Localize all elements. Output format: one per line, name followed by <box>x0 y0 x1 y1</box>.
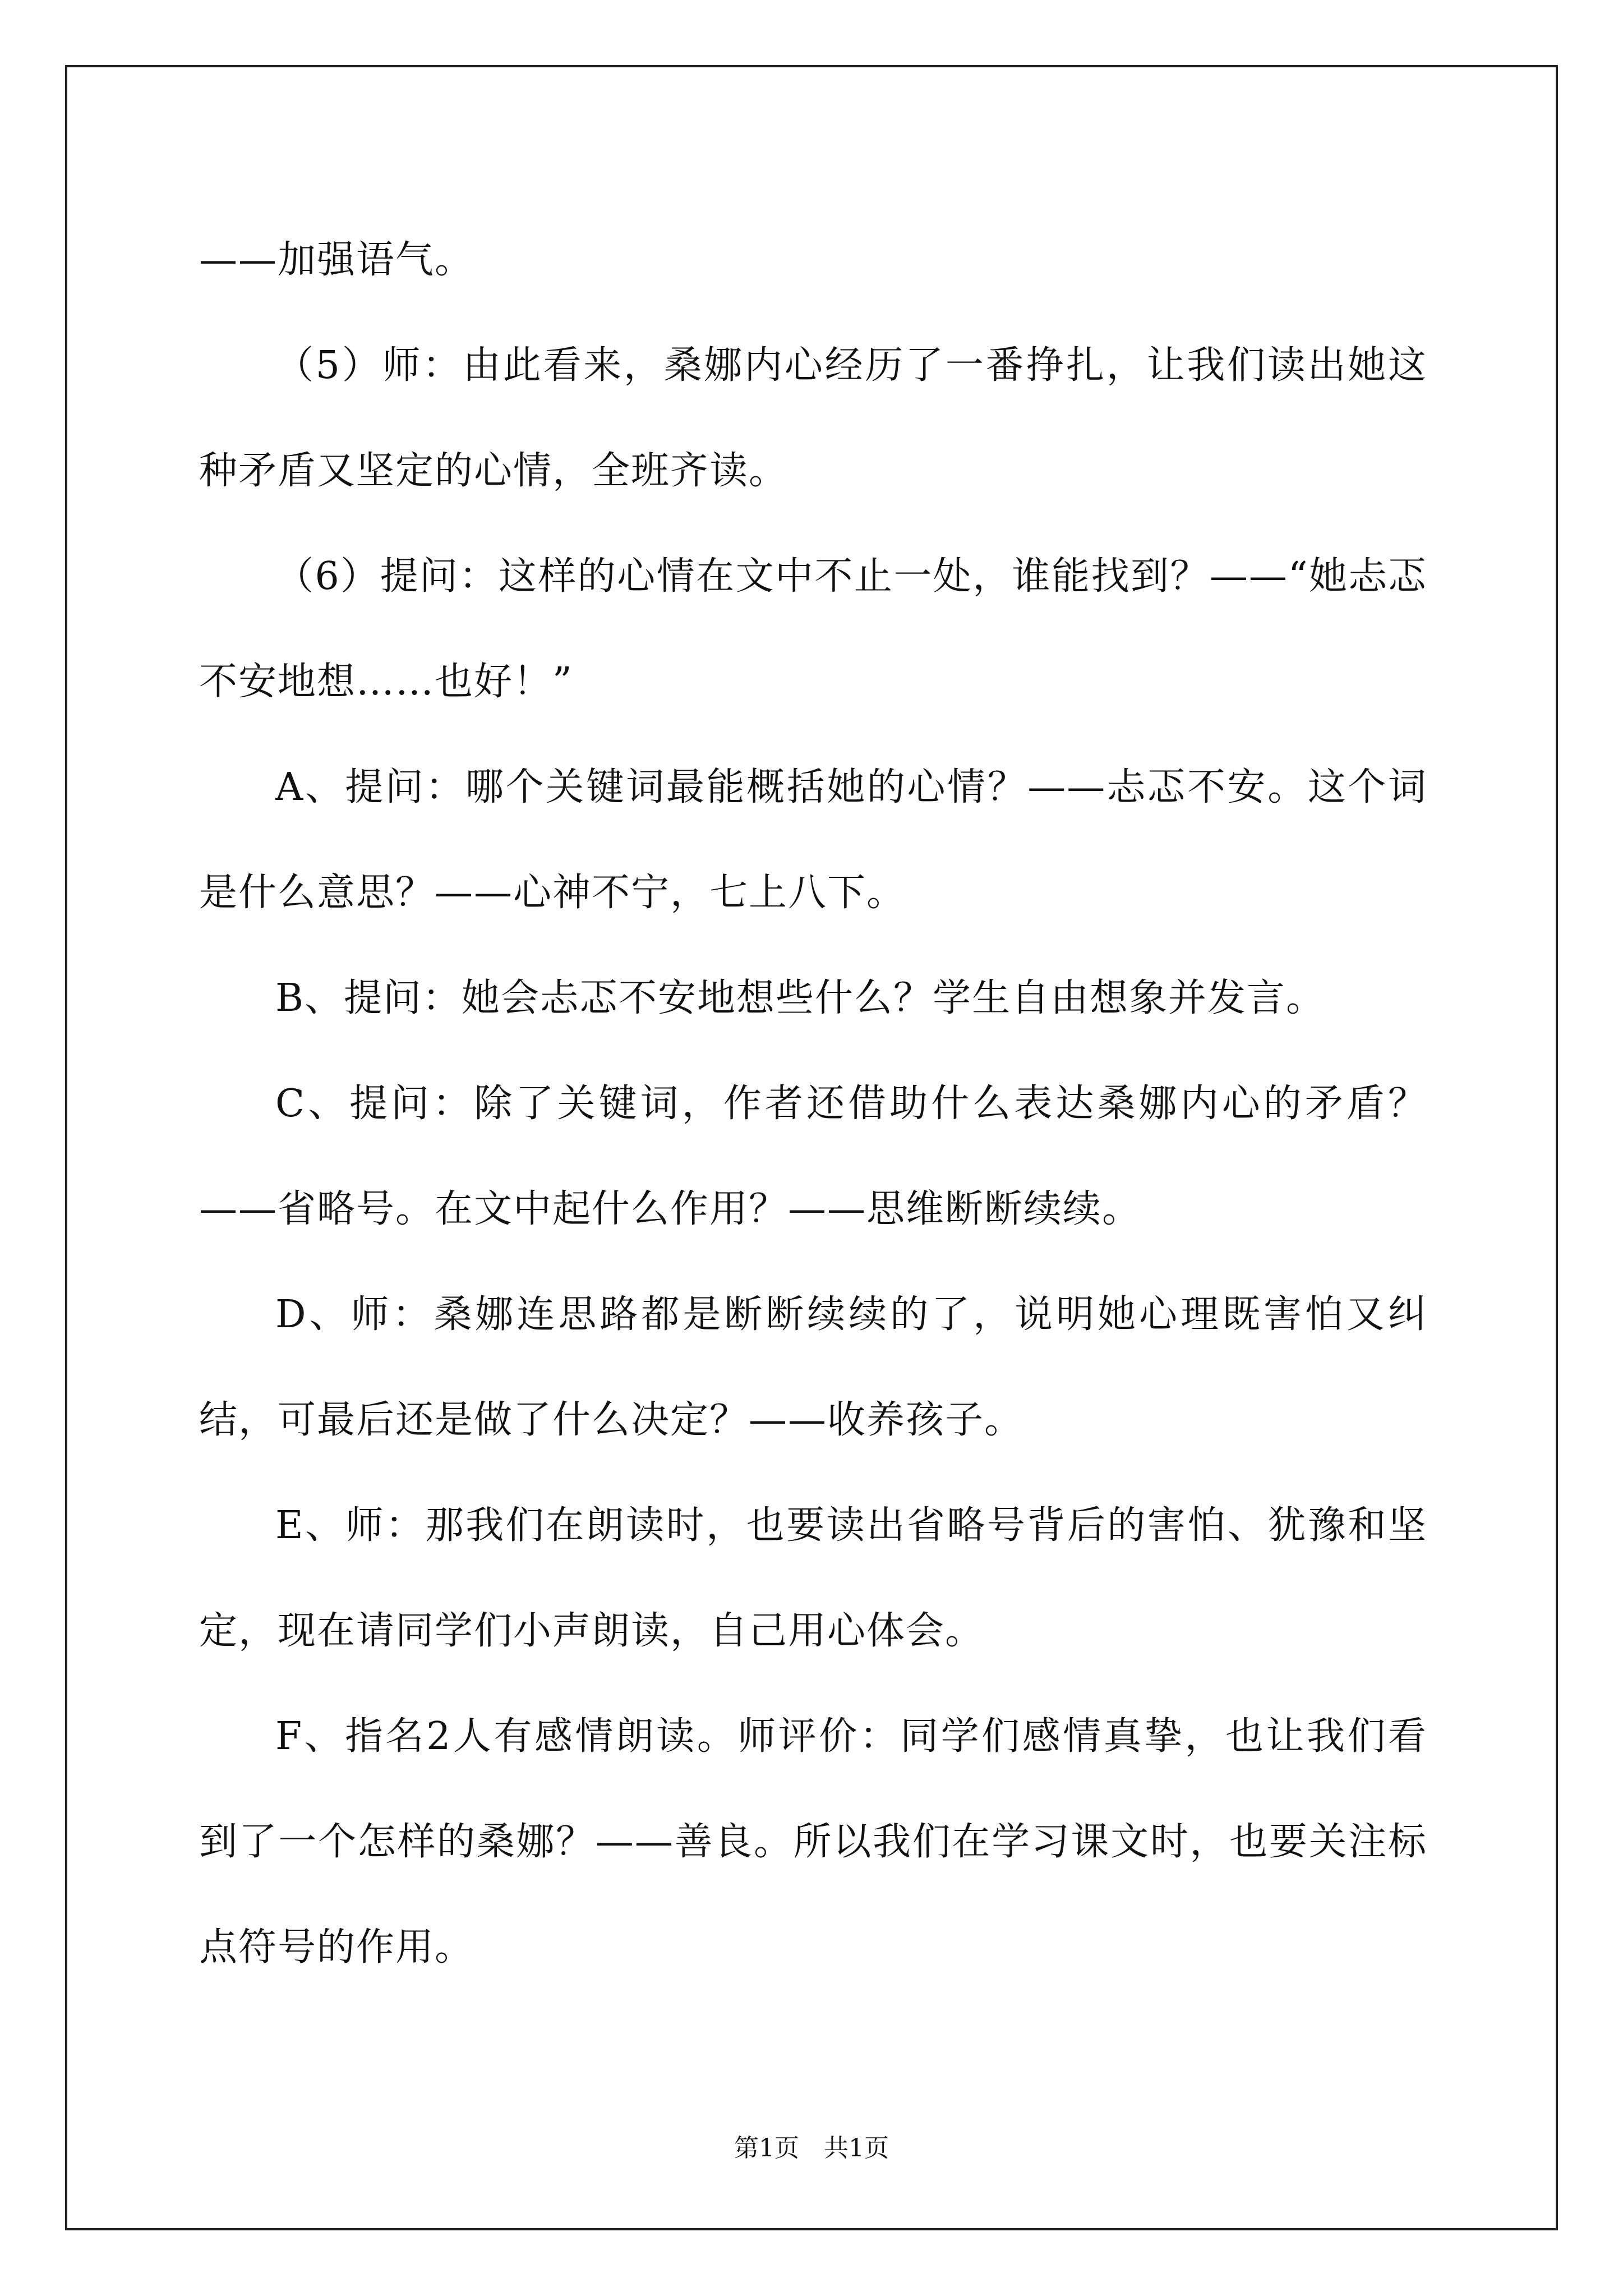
paragraph-item-c: C、提问：除了关键词，作者还借助什么表达桑娜内心的矛盾？——省略号。在文中起什么作用？——思维断断续续。 <box>199 1082 1427 1231</box>
paragraph-item-a: A、提问：哪个关键词最能概括她的心情？——忐忑不安。这个词是什么意思？——心神不宁，七上八下。 <box>199 765 1427 915</box>
paragraph-step-6: （6）提问：这样的心情在文中不止一处，谁能找到？——“她忐忑不安地想……也好！” <box>199 554 1427 704</box>
paragraph-item-e: E、师：那我们在朗读时，也要读出省略号背后的害怕、犹豫和坚定，现在请同学们小声朗读，自己用心体会。 <box>199 1503 1427 1653</box>
paragraph-item-b: B、提问：她会忐忑不安地想些什么？学生自由想象并发言。 <box>275 976 1325 1020</box>
page-number-footer: 第1页 共1页 <box>734 2134 889 2162</box>
document-body <box>199 208 1427 2000</box>
paragraph-item-f: F、指名2人有感情朗读。师评价：同学们感情真挚，也让我们看到了一个怎样的桑娜？——善良。所以我们在学习课文时，也要关注标点符号的作用。 <box>199 1714 1427 1970</box>
paragraph-continuation: ——加强语气。 <box>199 238 474 282</box>
paragraph-step-5: （5）师：由此看来，桑娜内心经历了一番挣扎，让我们读出她这种矛盾又坚定的心情，全班齐读。 <box>199 343 1427 493</box>
paragraph-item-d: D、师：桑娜连思路都是断断续续的了，说明她心理既害怕又纠结，可最后还是做了什么决定？——收养孩子。 <box>199 1292 1427 1442</box>
